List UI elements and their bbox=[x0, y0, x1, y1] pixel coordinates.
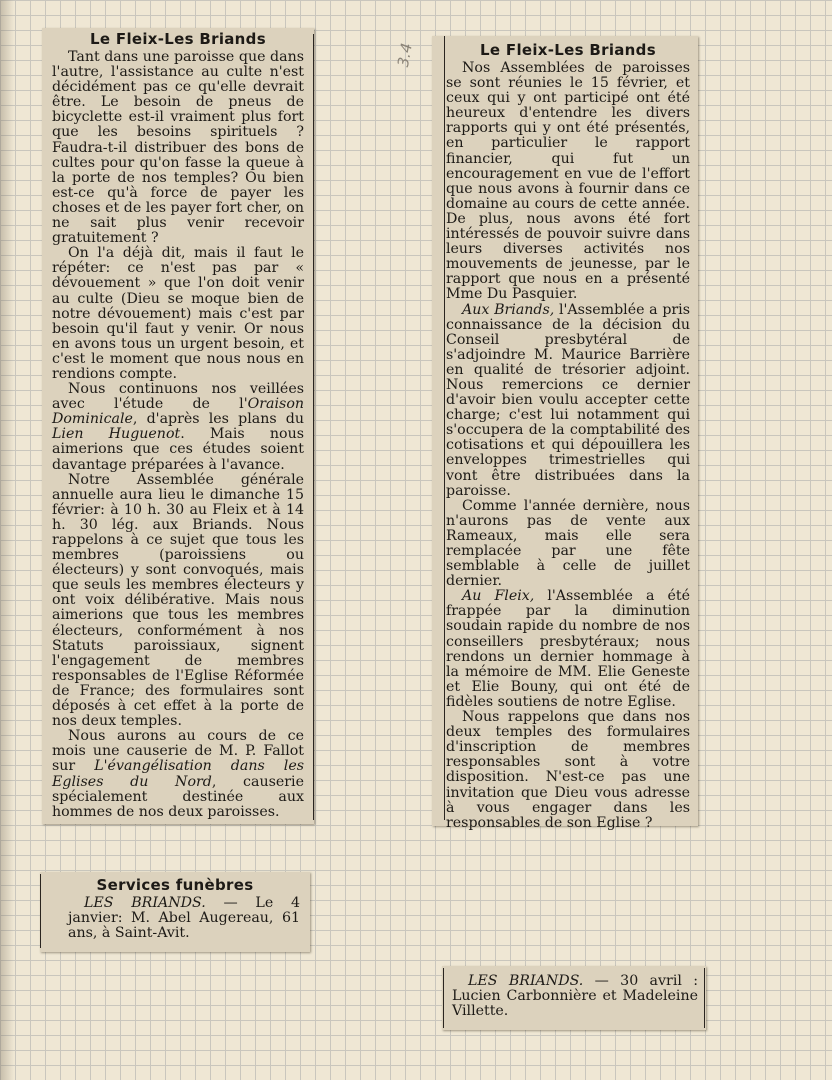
marriage-notice-clipping bbox=[442, 966, 706, 1030]
text-run: , d'après les plans du bbox=[132, 411, 304, 428]
italic-text: Au Fleix, bbox=[462, 588, 535, 605]
text-run: On l'a déjà dit, mais il faut le répéter: ce n'est pas par « dévouement » que l'on doit venir au culte (Dieu se moque bien de notre dévouement) mais c'est par besoin qu'il faut y venir. Or nous en avons tous un urgent besoin, et c'est le moment que nous nous en rendions compte. bbox=[52, 245, 304, 382]
paragraph bbox=[52, 729, 304, 820]
text-run: , causerie spécialement destinée aux hommes de nos deux paroisses. bbox=[52, 773, 304, 820]
paragraph bbox=[446, 589, 690, 710]
funeral-notice-clipping bbox=[40, 872, 310, 952]
marriage-notice-rule-left bbox=[443, 968, 444, 1028]
paragraph bbox=[446, 61, 690, 303]
paragraph bbox=[52, 50, 304, 246]
left-article-clipping bbox=[42, 28, 314, 824]
paragraph bbox=[52, 246, 304, 382]
text-run: l'Assemblée a été frappée par la diminution soudain rapide du nombre de nos conseillers presbytéraux; nous rendons un dernier hommage à la mémoire de MM. Elie Geneste et Elie Bouny, qui ont été de fidèles soutiens de notre Eglise. bbox=[446, 588, 690, 710]
text-run: Notre Assemblée générale annuelle aura lieu le dimanche 15 février: à 10 h. 30 au Fleix et à 14 h. 30 lég. aux Briands. Nous rappelons à ce sujet que tous les membres (paroissiens ou électeurs) y sont convoqués, mais que seuls les membres électeurs y ont voix délibérative. Mais nous aimerions que tous les membres électeurs, conformément à nos Statuts paroissiaux, signent l'engagement de membres responsables de l'Eglise Réformée de France; des formulaires sont déposés à cet effet à la porte de nos deux temples. bbox=[52, 471, 304, 730]
paragraph bbox=[446, 499, 690, 590]
left-article-body bbox=[52, 50, 304, 820]
marriage-notice-body bbox=[452, 974, 698, 1019]
left-column-rule bbox=[313, 34, 314, 820]
italic-text: Oraison Dominicale bbox=[52, 396, 304, 428]
funeral-notice-title: Services funèbres bbox=[96, 876, 254, 894]
funeral-notice-body bbox=[68, 896, 300, 941]
paragraph bbox=[52, 473, 304, 730]
page-edge-shadow bbox=[0, 0, 14, 1080]
paragraph bbox=[68, 896, 300, 941]
text-run: Comme l'année dernière, nous n'aurons pas de vente aux Rameaux, mais elle sera remplacée par une fête semblable à celle de juillet dernier. bbox=[446, 497, 690, 590]
text-run: l'Assemblée a pris connaissance de la décision du Conseil presbytéral de s'adjoindre M. Maurice Barrière en qualité de trésorier adjoint. Nous remercions ce dernier d'avoir bien voulu accepter cette charge; c'est lui notamment qui s'occupera de la comptabilité des cotisations et qui dépouillera les enveloppes trimestrielles qui vont être distribuées dans la paroisse. bbox=[446, 301, 691, 499]
paragraph bbox=[52, 382, 304, 473]
italic-text: LES BRIANDS. bbox=[84, 895, 206, 911]
left-article-title: Le Fleix-Les Briands bbox=[90, 30, 266, 48]
right-article-title: Le Fleix-Les Briands bbox=[480, 41, 656, 59]
italic-text: Aux Briands, bbox=[462, 301, 555, 318]
text-run: . Mais nous aimerions que ces études soient davantage préparées à l'avance. bbox=[52, 426, 304, 473]
paragraph bbox=[446, 303, 690, 499]
italic-text: Lien Huguenot bbox=[52, 426, 181, 443]
funeral-notice-rule bbox=[40, 874, 41, 948]
right-article-body bbox=[446, 61, 690, 831]
right-column-rule bbox=[444, 36, 445, 820]
marriage-notice-rule-right bbox=[704, 968, 705, 1028]
text-run: — 30 avril : Lucien Carbonnière et Madeleine Villette. bbox=[452, 973, 699, 1020]
right-article-clipping bbox=[432, 36, 698, 831]
text-run: Nous rappelons que dans nos deux temples des formulaires d'inscription de membres responsables sont à votre disposition. N'est-ce pas une invitation que Dieu vous adresse à vous engager dans les responsables de son Eglise ? bbox=[446, 709, 690, 831]
paragraph bbox=[452, 974, 698, 1019]
italic-text: LES BRIANDS. bbox=[468, 973, 584, 989]
text-run: — Le 4 janvier: M. Abel Augereau, 61 ans, à Saint-Avit. bbox=[68, 895, 300, 942]
text-run: Nous continuons nos veillées avec l'étude de l' bbox=[52, 381, 304, 413]
paragraph bbox=[446, 710, 690, 831]
text-run: Nos Assemblées de paroisses se sont réunies le 15 février, et ceux qui y ont participé ont été heureux d'entendre les divers rapports qui y ont été présentés, en particulier le rapport financier, qui fut un encouragement en vue de l'effort que nous avons à fournir dans ce domaine au cours de cette année. De plus, nous avons été fort intéressés de pouvoir suivre dans leurs diverses activités nos mouvements de jeunesse, par le rapport que nous en a présenté Mme Du Pasquier. bbox=[446, 60, 690, 303]
text-run: Tant dans une paroisse que dans l'autre, l'assistance au culte n'est décidément pas ce qu'elle devrait être. Le besoin de pneus de bicyclette est-il vraiment plus fort que les besoins spirituels ? Faudra-t-il distribuer des bons de cultes pour qu'on fasse la queue à la porte de nos temples? Ou bien est-ce qu'à force de payer les choses et de les payer fort cher, on ne sait plus venir recevoir gratuitement ? bbox=[52, 49, 304, 247]
text-run: Nous aurons au cours de ce mois une causerie de M. P. Fallot sur bbox=[52, 728, 304, 775]
italic-text: L'évangélisation dans les Eglises du Nord bbox=[52, 758, 304, 790]
pencil-annotation-right: 3.4 bbox=[393, 41, 416, 69]
